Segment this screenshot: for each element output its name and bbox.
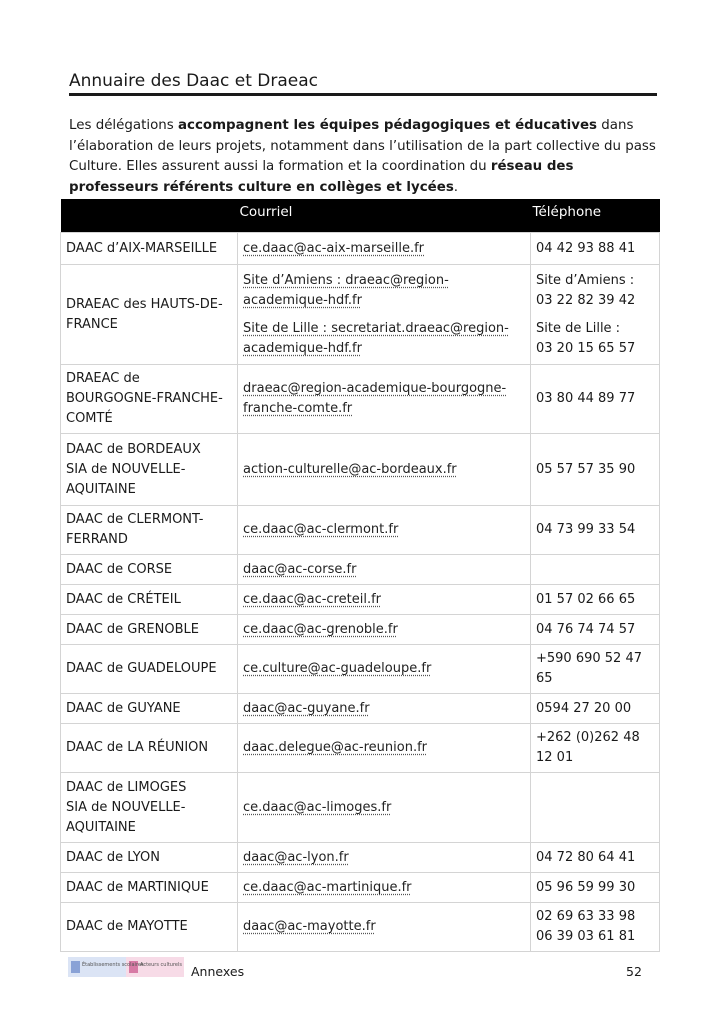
phone-number: 02 69 63 33 98 — [536, 909, 636, 924]
cell-name — [61, 265, 238, 365]
phone-number: 04 73 99 33 54 — [536, 522, 636, 537]
table-row — [61, 365, 660, 434]
intro-bold-2: réseau des professeurs référents culture en collèges et lycées — [69, 159, 574, 195]
intro-text-1: Les délégations — [69, 118, 178, 133]
cell-email — [238, 843, 531, 873]
cell-phone — [531, 506, 660, 555]
table-row — [61, 694, 660, 724]
cell-phone — [531, 555, 660, 585]
email-link[interactable]: daac@ac-lyon.fr — [243, 849, 349, 865]
email-link[interactable]: ce.daac@ac-grenoble.fr — [243, 621, 398, 637]
cell-phone — [531, 773, 660, 843]
table-row — [61, 903, 660, 952]
cell-email — [238, 694, 531, 724]
delegation-name: DRAEAC des HAUTS-DE-FRANCE — [66, 296, 223, 332]
delegation-name: DAAC d’AIX-MARSEILLE — [66, 240, 218, 256]
delegation-name: DAAC de LIMOGES — [66, 779, 187, 795]
delegation-name: DAAC de LYON — [66, 849, 160, 865]
footer-logo — [68, 957, 184, 977]
cell-phone — [531, 233, 660, 265]
email-link[interactable]: ce.daac@ac-limoges.fr — [243, 799, 392, 815]
phone-number: 04 76 74 74 57 — [536, 621, 636, 637]
phone-number: 03 20 15 65 57 — [536, 340, 636, 356]
cell-name — [61, 873, 238, 903]
phone-number: 03 22 82 39 42 — [536, 292, 636, 308]
email-link[interactable]: ce.daac@ac-martinique.fr — [243, 879, 412, 895]
cell-name — [61, 694, 238, 724]
delegation-name: DAAC de CORSE — [66, 561, 173, 577]
table-row — [61, 773, 660, 843]
phone-number: +590 690 52 47 65 — [536, 651, 642, 686]
cell-email — [238, 873, 531, 903]
email-link[interactable]: ce.daac@ac-clermont.fr — [243, 522, 399, 537]
table-row — [61, 724, 660, 773]
cell-email — [238, 365, 531, 434]
email-link[interactable]: daac@ac-mayotte.fr — [243, 919, 376, 934]
email-link[interactable]: action-culturelle@ac-bordeaux.fr — [243, 461, 457, 477]
cell-email — [238, 434, 531, 506]
phone-number: 05 57 57 35 90 — [536, 461, 636, 477]
table-row — [61, 555, 660, 585]
table-body — [61, 233, 660, 952]
phone-number: Site d’Amiens : — [536, 272, 635, 288]
cell-name — [61, 555, 238, 585]
delegation-name: DAAC de BORDEAUX — [66, 441, 201, 457]
cell-email — [238, 233, 531, 265]
delegation-name: DAAC de CLERMONT-FERRAND — [66, 512, 204, 547]
cell-phone — [531, 903, 660, 952]
footer-logo-text-right: Acteurs culturels — [140, 962, 182, 968]
table-row — [61, 265, 660, 365]
cell-phone — [531, 615, 660, 645]
cell-name — [61, 773, 238, 843]
intro-paragraph — [69, 116, 659, 198]
cell-phone — [531, 265, 660, 365]
table-row — [61, 585, 660, 615]
email-link[interactable]: ce.daac@ac-aix-marseille.fr — [243, 240, 425, 256]
table-row — [61, 645, 660, 694]
phone-number: 04 72 80 64 41 — [536, 849, 636, 865]
cell-name — [61, 365, 238, 434]
cell-email — [238, 555, 531, 585]
cell-name — [61, 843, 238, 873]
phone-number: 05 96 59 99 30 — [536, 879, 636, 895]
cell-email — [238, 903, 531, 952]
page-title: Annuaire des Daac et Draeac — [69, 71, 319, 91]
cell-name — [61, 434, 238, 506]
footer-logo-text-left: Établissements scolaires — [82, 962, 144, 968]
cell-name — [61, 903, 238, 952]
intro-text-2: dans l’élaboration de leurs projets, notamment dans l’utilisation de la part collective du pass Culture. Elles assurent aussi la formation et la coordination du — [69, 118, 656, 174]
title-underline — [69, 93, 657, 96]
delegation-name: DAAC de MARTINIQUE — [66, 879, 209, 895]
phone-number: 01 57 02 66 65 — [536, 591, 636, 607]
directory-table — [60, 199, 660, 952]
delegation-name: DRAEAC de BOURGOGNE-FRANCHE-COMTÉ — [66, 371, 223, 426]
cell-name — [61, 233, 238, 265]
cell-name — [61, 615, 238, 645]
table-header-row — [61, 199, 660, 233]
cell-phone — [531, 843, 660, 873]
email-link[interactable]: daac.delegue@ac-reunion.fr — [243, 740, 428, 755]
cell-name — [61, 506, 238, 555]
email-link[interactable]: ce.culture@ac-guadeloupe.fr — [243, 661, 432, 676]
delegation-name: DAAC de GUYANE — [66, 700, 181, 716]
email-link[interactable]: draeac@region-academique-bourgogne-franche-comte.fr — [243, 381, 507, 416]
delegation-name: SIA de NOUVELLE-AQUITAINE — [66, 461, 186, 497]
phone-number: 06 39 03 61 81 — [536, 929, 636, 944]
delegation-name: DAAC de MAYOTTE — [66, 919, 188, 934]
header-email: Courriel — [238, 199, 531, 233]
email-link[interactable]: Site de Lille : secretariat.draeac@region-academique-hdf.fr — [243, 320, 509, 356]
header-phone: Téléphone — [531, 199, 660, 233]
table-row — [61, 843, 660, 873]
table-row — [61, 615, 660, 645]
phone-number: +262 (0)262 48 12 01 — [536, 730, 640, 765]
intro-bold-1: accompagnent les équipes pédagogiques et éducatives — [177, 118, 598, 133]
phone-number: 03 80 44 89 77 — [536, 391, 636, 406]
footer-section-label: Annexes — [191, 964, 245, 979]
cell-phone — [531, 645, 660, 694]
intro-text-3: . — [453, 179, 459, 195]
cell-email — [238, 265, 531, 365]
cell-name — [61, 645, 238, 694]
delegation-name: DAAC de GRENOBLE — [66, 621, 199, 637]
delegation-name: SIA de NOUVELLE-AQUITAINE — [66, 799, 186, 835]
cell-phone — [531, 724, 660, 773]
page-number: 52 — [626, 964, 642, 979]
cell-email — [238, 724, 531, 773]
cell-email — [238, 585, 531, 615]
email-link[interactable]: ce.daac@ac-creteil.fr — [243, 591, 381, 607]
cell-email — [238, 773, 531, 843]
table-row — [61, 434, 660, 506]
table-row — [61, 233, 660, 265]
cell-phone — [531, 434, 660, 506]
cell-email — [238, 506, 531, 555]
phone-number: Site de Lille : — [536, 320, 621, 336]
header-name — [61, 199, 238, 233]
email-link[interactable]: daac@ac-corse.fr — [243, 561, 357, 577]
cell-name — [61, 585, 238, 615]
phone-number: 0594 27 20 00 — [536, 700, 632, 716]
cell-phone — [531, 585, 660, 615]
cell-email — [238, 615, 531, 645]
email-link[interactable]: Site d’Amiens : draeac@region-academique-hdf.fr — [243, 272, 449, 308]
table-row — [61, 873, 660, 903]
cell-name — [61, 724, 238, 773]
phone-number: 04 42 93 88 41 — [536, 240, 636, 256]
delegation-name: DAAC de GUADELOUPE — [66, 661, 217, 676]
cell-phone — [531, 365, 660, 434]
cell-phone — [531, 694, 660, 724]
cell-phone — [531, 873, 660, 903]
delegation-name: DAAC de CRÉTEIL — [66, 591, 181, 607]
delegation-name: DAAC de LA RÉUNION — [66, 740, 209, 755]
cell-email — [238, 645, 531, 694]
email-link[interactable]: daac@ac-guyane.fr — [243, 700, 370, 716]
table-row — [61, 506, 660, 555]
